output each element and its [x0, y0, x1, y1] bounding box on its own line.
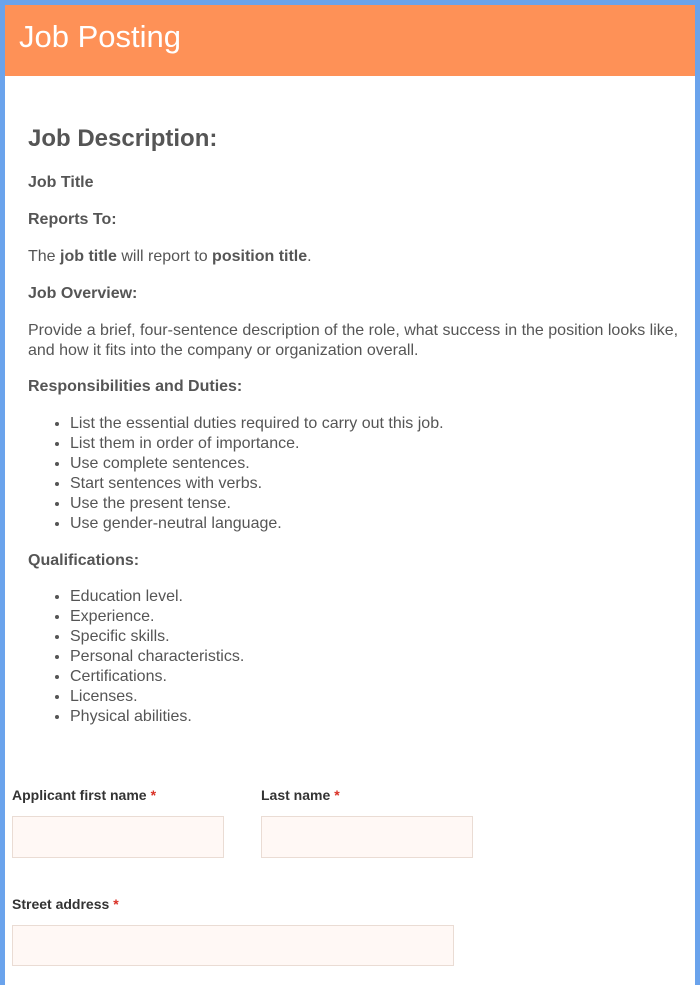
list-item: • Specific skills.	[70, 627, 687, 647]
responsibilities-label: Responsibilities and Duties:	[28, 378, 243, 395]
required-marker: *	[150, 787, 157, 803]
list-item: • Personal characteristics.	[70, 647, 687, 667]
list-item: • Certifications.	[70, 667, 687, 687]
reports-to-label: Reports To:	[28, 211, 117, 228]
reports-to-text	[28, 247, 687, 267]
form-title: Job Posting	[19, 19, 181, 54]
required-marker: *	[334, 787, 340, 803]
reports-to-middle: will report to	[116, 248, 213, 265]
responsibilities-list	[28, 414, 687, 534]
job-description-heading: Job Description:	[28, 125, 218, 152]
reports-to-prefix: The	[28, 248, 61, 265]
list-item: • List them in order of importance.	[70, 434, 687, 454]
list-item: • Physical abilities.	[70, 707, 687, 727]
last-name-input[interactable]	[261, 816, 473, 858]
form-header	[5, 5, 695, 76]
first-name-label	[12, 787, 156, 803]
job-title-label: Job Title	[28, 174, 94, 191]
qualifications-list	[28, 587, 687, 727]
list-item: • Education level.	[70, 587, 687, 607]
required-marker: *	[113, 896, 119, 912]
job-overview-label: Job Overview:	[28, 285, 138, 302]
list-item: • Use gender-neutral language.	[70, 514, 687, 534]
list-item: • Use complete sentences.	[70, 454, 687, 474]
job-overview-text: Provide a brief, four-sentence description of the role, what success in the position looks like, and how it fits into the company or organization overall.	[28, 322, 679, 359]
list-item: • List the essential duties required to carry out this job.	[70, 414, 687, 434]
first-name-label-text: Applicant first name	[12, 787, 147, 803]
street-address-label	[12, 896, 119, 912]
list-item: • Use the present tense.	[70, 494, 687, 514]
last-name-label	[261, 787, 340, 803]
last-name-label-text: Last name	[261, 787, 331, 803]
reports-to-job-title: job title	[60, 248, 117, 265]
first-name-input[interactable]	[12, 816, 224, 858]
list-item: • Start sentences with verbs.	[70, 474, 687, 494]
reports-to-suffix: .	[307, 248, 312, 265]
street-address-label-text: Street address	[12, 896, 110, 912]
qualifications-label: Qualifications:	[28, 552, 140, 569]
list-item: • Licenses.	[70, 687, 687, 707]
street-address-input[interactable]	[12, 925, 454, 966]
list-item: • Experience.	[70, 607, 687, 627]
reports-to-position-title: position title	[212, 248, 308, 265]
job-description-section	[5, 76, 695, 727]
